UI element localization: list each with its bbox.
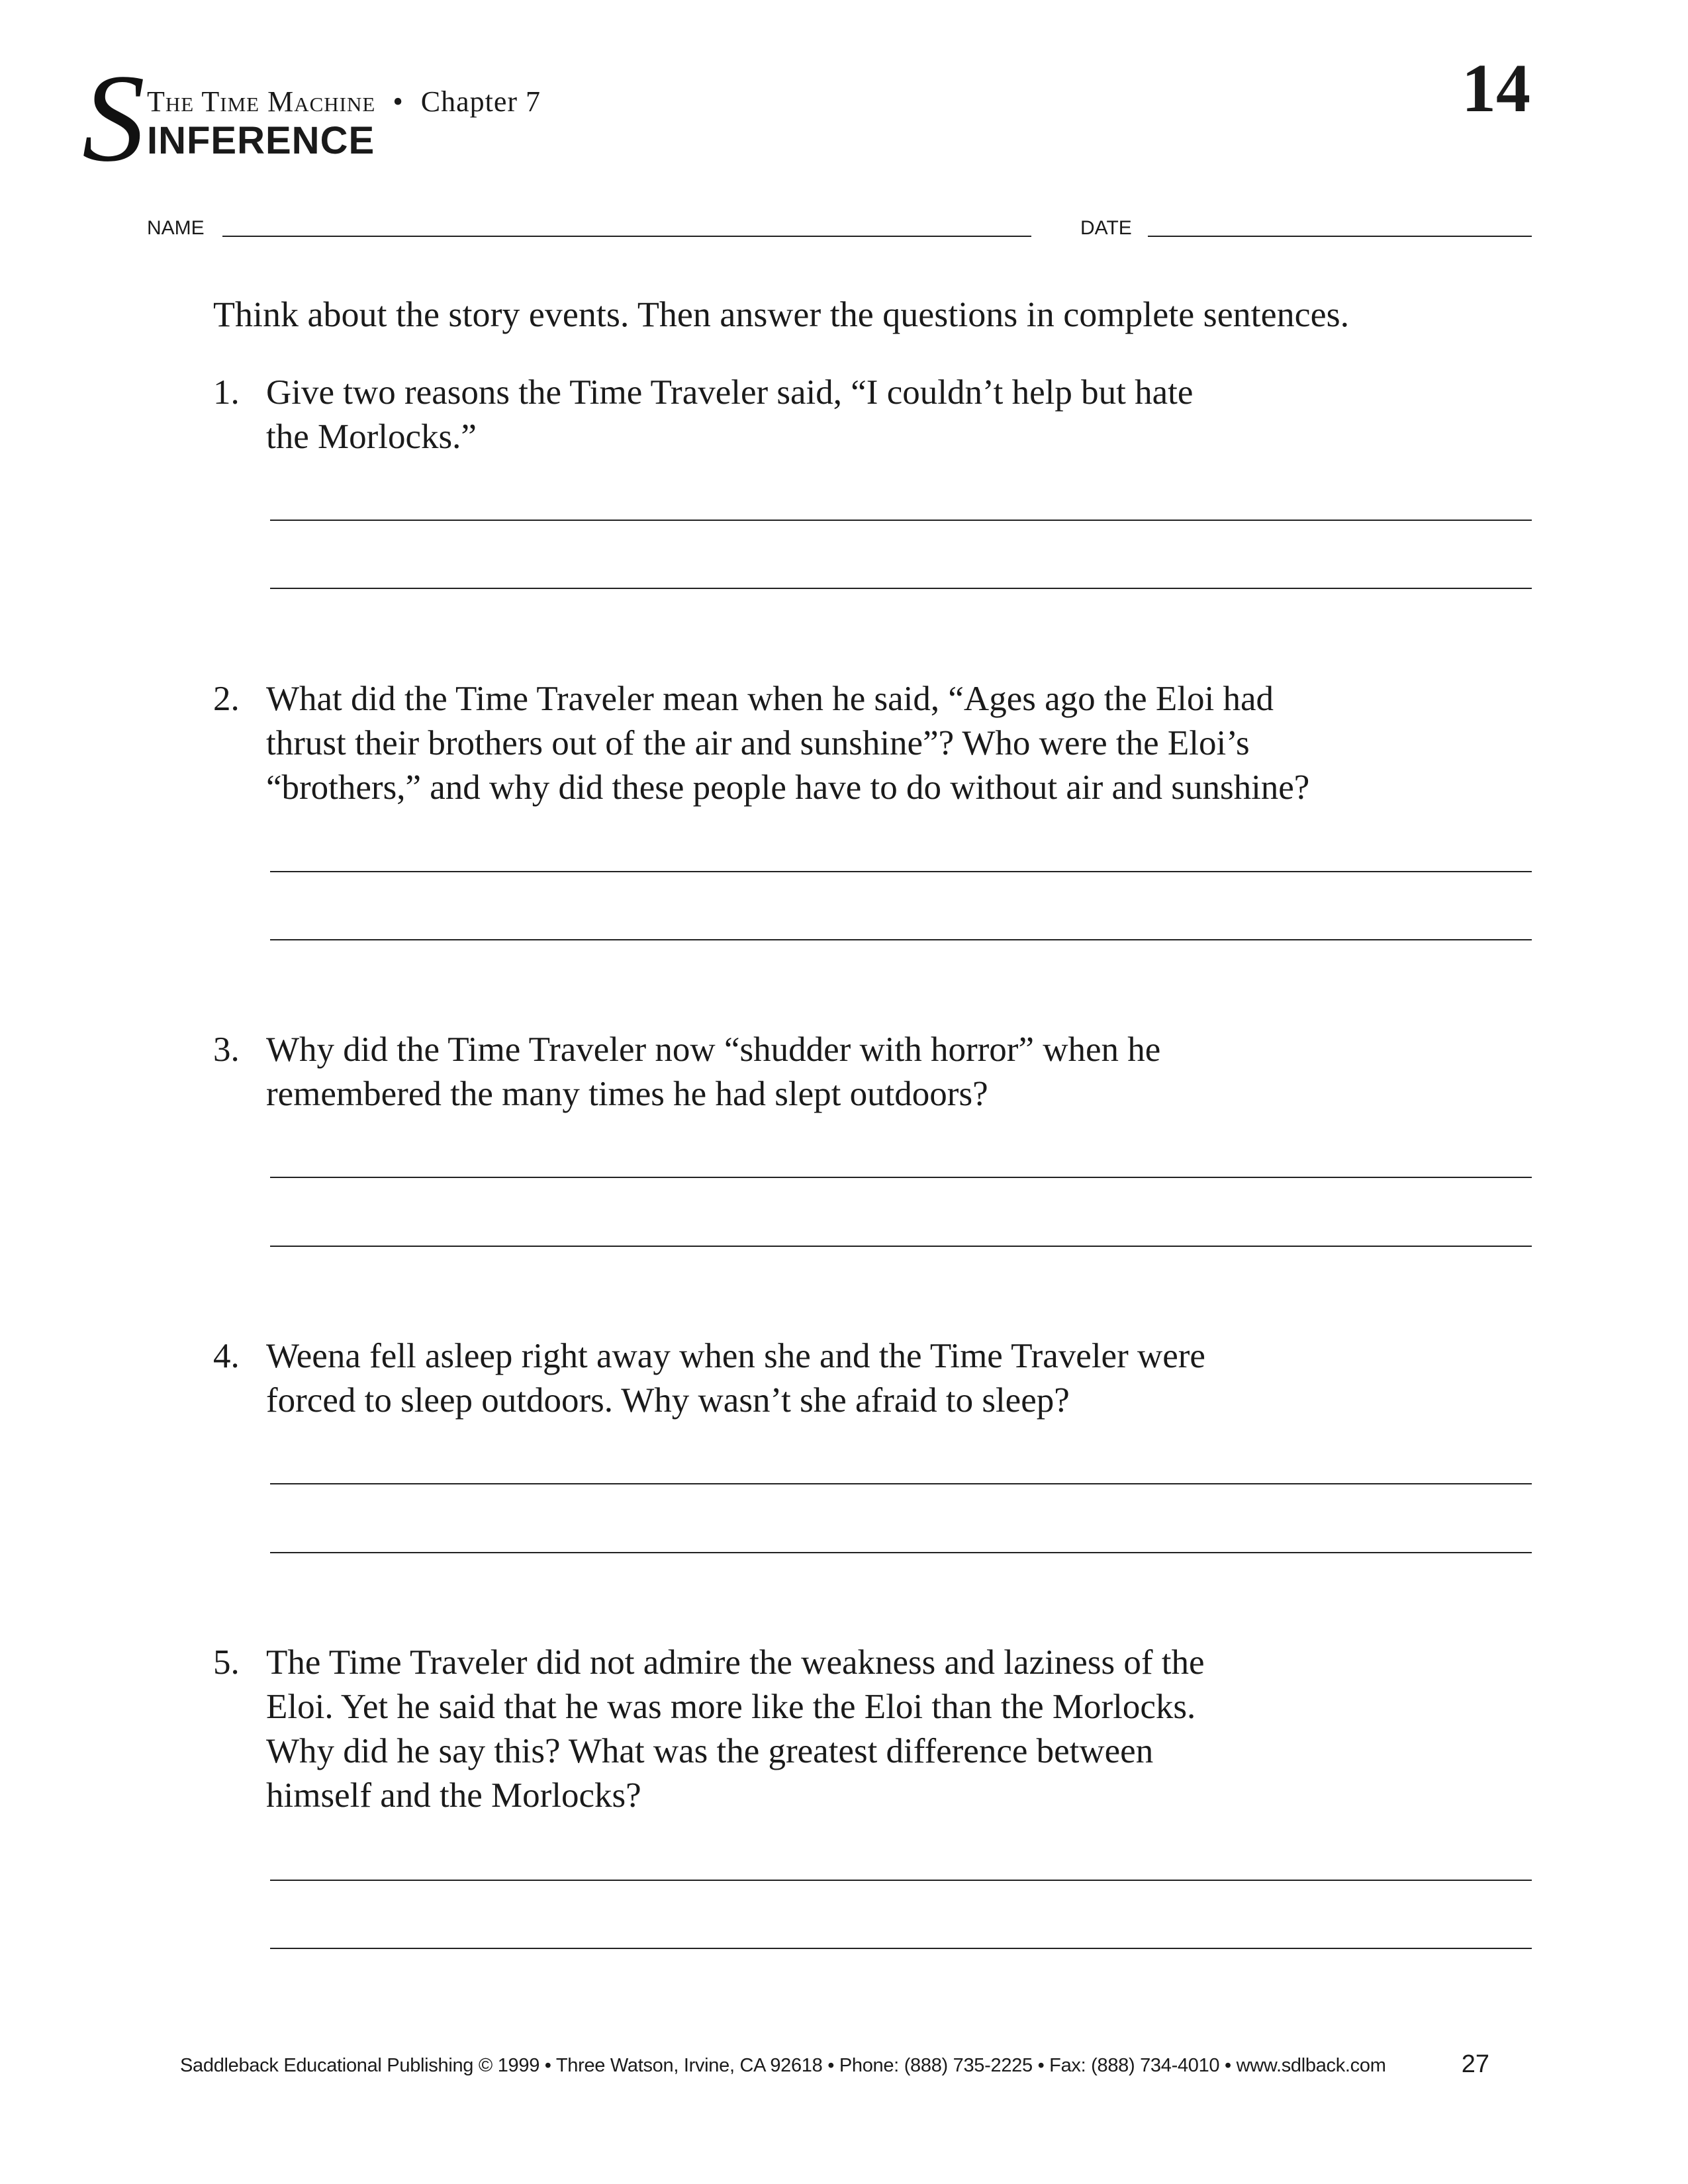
question-text: remembered the many times he had slept outdoors? — [266, 1075, 988, 1113]
question-2 — [213, 677, 1309, 810]
question-text: “brothers,” and why did these people have to do without air and sunshine? — [266, 768, 1310, 807]
svg-text:S: S — [82, 61, 145, 173]
question-text: What did the Time Traveler mean when he said, “Ages ago the Eloi had — [266, 680, 1274, 718]
answer-line[interactable] — [270, 588, 1532, 589]
answer-line[interactable] — [270, 1880, 1532, 1881]
title-separator: • — [393, 85, 404, 118]
answer-line[interactable] — [270, 1483, 1532, 1484]
question-3 — [213, 1028, 1160, 1116]
answer-line[interactable] — [270, 520, 1532, 521]
chapter-label: Chapter 7 — [420, 85, 541, 118]
answer-line[interactable] — [270, 1948, 1532, 1949]
question-text: the Morlocks.” — [266, 418, 477, 456]
question-5 — [213, 1641, 1204, 1818]
question-number: 3. — [213, 1030, 240, 1069]
section-title: INFERENCE — [147, 119, 375, 162]
answer-line[interactable] — [270, 1246, 1532, 1247]
page-number: 27 — [1461, 2050, 1489, 2078]
question-number: 5. — [213, 1643, 240, 1682]
question-text: Give two reasons the Time Traveler said, “I couldn’t help but hate — [266, 373, 1194, 412]
question-text: forced to sleep outdoors. Why wasn’t she afraid to sleep? — [266, 1381, 1070, 1420]
question-text: Eloi. Yet he said that he was more like the Eloi than the Morlocks. — [266, 1688, 1196, 1726]
name-label: NAME — [147, 217, 205, 239]
answer-line[interactable] — [270, 871, 1532, 872]
date-label: DATE — [1080, 217, 1132, 239]
question-number: 4. — [213, 1337, 240, 1375]
book-title-line — [147, 85, 541, 118]
answer-line[interactable] — [270, 1552, 1532, 1553]
question-text: Why did he say this? What was the greatest difference between — [266, 1732, 1154, 1770]
answer-line[interactable] — [270, 939, 1532, 940]
question-1 — [213, 371, 1193, 459]
date-field[interactable] — [1148, 236, 1532, 237]
publisher-logo-icon — [78, 61, 151, 173]
question-text: The Time Traveler did not admire the weakness and laziness of the — [266, 1643, 1205, 1682]
question-text: Weena fell asleep right away when she and the Time Traveler were — [266, 1337, 1205, 1375]
question-number: 1. — [213, 373, 240, 412]
question-text: himself and the Morlocks? — [266, 1776, 641, 1815]
answer-line[interactable] — [270, 1177, 1532, 1178]
publisher-footer: Saddleback Educational Publishing © 1999 • Three Watson, Irvine, CA 92618 • Phone: (888) 735-2225 • Fax: (888) 734-4010 • www.sdlback.com — [180, 2055, 1386, 2076]
question-number: 2. — [213, 680, 240, 718]
lesson-number: 14 — [1462, 50, 1530, 126]
question-text: Why did the Time Traveler now “shudder with horror” when he — [266, 1030, 1161, 1069]
instructions: Think about the story events. Then answer the questions in complete sentences. — [213, 295, 1350, 334]
name-field[interactable] — [222, 236, 1031, 237]
question-text: thrust their brothers out of the air and sunshine”? Who were the Eloi’s — [266, 724, 1250, 762]
question-4 — [213, 1334, 1205, 1423]
book-title: The Time Machine — [147, 85, 376, 118]
